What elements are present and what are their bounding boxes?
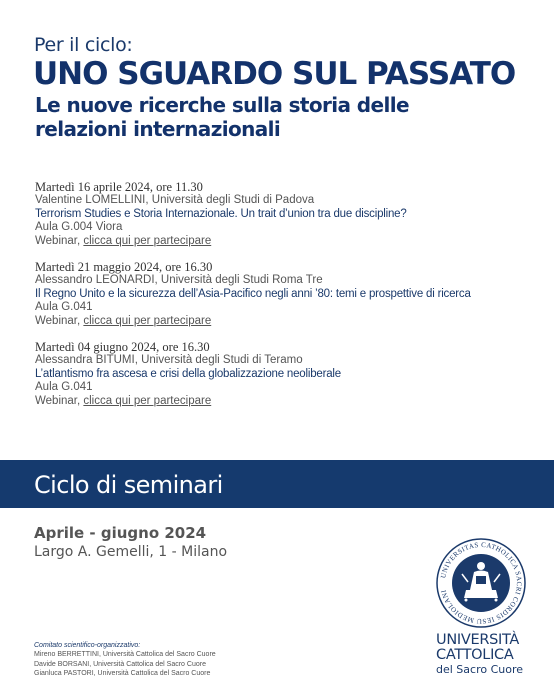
committee-member: Davide BORSANI, Università Cattolica del Sacro Cuore — [34, 660, 206, 668]
webinar-prefix: Webinar, — [35, 234, 84, 247]
event-item — [35, 181, 535, 248]
webinar-link[interactable]: clicca qui per partecipare — [83, 394, 212, 407]
series-dates: Aprile - giugno 2024 — [34, 524, 207, 542]
event-date: Martedì 21 maggio 2024, ore 16.30 — [35, 260, 213, 275]
svg-text:UNIVERSITAS CATHOLICA SACRI CO: UNIVERSITAS CATHOLICA SACRI CORDIS IESU MEDIOLANI — [439, 540, 524, 626]
series-band — [0, 460, 554, 508]
university-name-line3: del Sacro Cuore — [436, 663, 524, 676]
pre-title: Per il ciclo: — [34, 34, 133, 56]
series-location: Largo A. Gemelli, 1 - Milano — [34, 544, 228, 560]
committee-member: Mireno BERRETTINI, Università Cattolica del Sacro Cuore — [34, 651, 216, 659]
webinar-link[interactable]: clicca qui per partecipare — [83, 314, 212, 327]
university-logo-text — [436, 633, 536, 677]
university-seal-icon — [436, 538, 526, 628]
event-webinar — [35, 235, 535, 248]
event-room: Aula G.041 — [35, 381, 93, 394]
webinar-link[interactable]: clicca qui per partecipare — [83, 234, 212, 247]
webinar-prefix: Webinar, — [35, 394, 84, 407]
events-list — [35, 181, 535, 421]
committee — [34, 641, 216, 679]
event-room: Aula G.004 Viora — [35, 221, 123, 234]
event-date: Martedì 04 giugno 2024, ore 16.30 — [35, 340, 210, 355]
university-name-line2: CATTOLICA — [436, 647, 514, 663]
page-title: UNO SGUARDO SUL PASSATO — [33, 56, 516, 92]
event-item — [35, 341, 535, 408]
committee-member: Gianluca PASTORI, Università Cattolica del Sacro Cuore — [34, 670, 211, 678]
committee-heading: Comitato scientifico-organizzativo: — [34, 642, 141, 649]
event-speaker: Alessandro LEONARDI, Università degli Studi Roma Tre — [35, 274, 323, 287]
webinar-prefix: Webinar, — [35, 314, 84, 327]
event-date: Martedì 16 aprile 2024, ore 11.30 — [35, 180, 203, 194]
event-room: Aula G.041 — [35, 301, 93, 314]
event-webinar — [35, 395, 535, 408]
university-name-line1: UNIVERSITÀ — [436, 632, 520, 648]
page-subtitle: Le nuove ricerche sulla storia delle relazioni internazionali — [35, 93, 409, 141]
event-talk-title: L’atlantismo fra ascesa e crisi della globalizzazione neoliberale — [35, 367, 341, 380]
event-webinar — [35, 315, 535, 328]
event-speaker: Alessandra BITUMI, Università degli Studi di Teramo — [35, 354, 303, 367]
event-speaker: Valentine LOMELLINI, Università degli Studi di Padova — [35, 194, 315, 207]
event-talk-title: Terrorism Studies e Storia Internazionale. Un trait d’union tra due discipline? — [35, 207, 407, 220]
event-item — [35, 261, 535, 328]
series-title: Ciclo di seminari — [34, 471, 223, 499]
event-talk-title: Il Regno Unito e la sicurezza dell’Asia-Pacifico negli anni ’80: temi e prospettive di ricerca — [35, 287, 471, 300]
